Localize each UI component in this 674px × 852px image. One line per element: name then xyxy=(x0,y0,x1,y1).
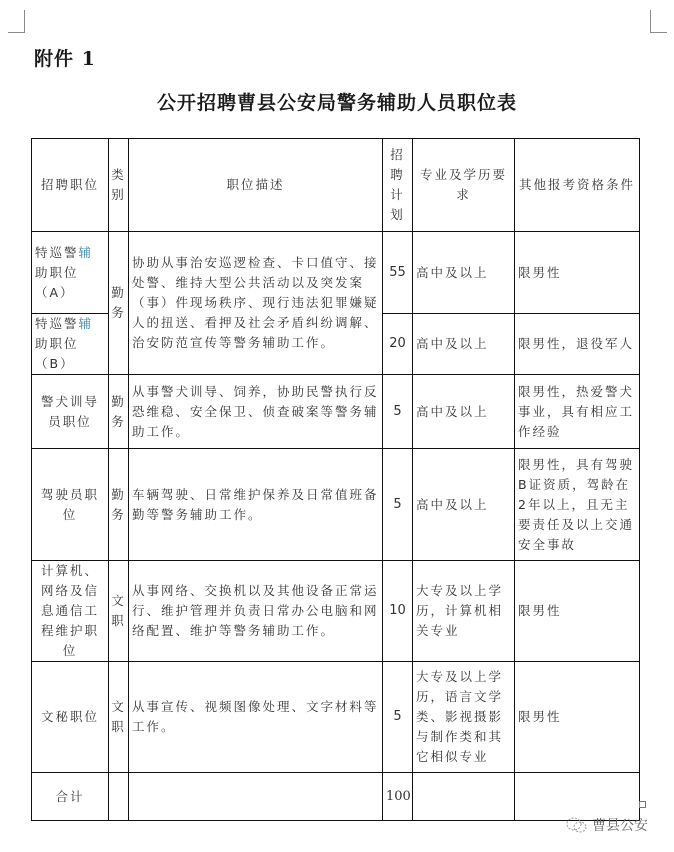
category-cell: 勤务 xyxy=(109,232,129,375)
header-education: 专业及学历要求 xyxy=(413,139,515,232)
position-cell: 计算机、网络及信息通信工程维护职位 xyxy=(32,561,109,662)
page-corner-mark-top-right xyxy=(650,10,667,33)
plan-cell: 10 xyxy=(383,561,413,662)
table-total-row xyxy=(32,773,640,821)
position-text: 特巡警 xyxy=(35,316,79,331)
plan-cell: 5 xyxy=(383,662,413,773)
description-cell: 车辆驾驶、日常维护保养及日常值班备勤等警务辅助工作。 xyxy=(129,449,383,561)
position-highlight-text: 辅 xyxy=(78,316,94,331)
other-cell: 限男性，退役军人 xyxy=(515,314,640,375)
small-square-mark xyxy=(639,801,646,808)
description-cell: 从事宣传、视频图像处理、文字材料等工作。 xyxy=(129,662,383,773)
education-cell: 高中及以上 xyxy=(413,375,515,449)
education-cell: 高中及以上 xyxy=(413,449,515,561)
header-description: 职位描述 xyxy=(129,139,383,232)
position-text: 助职位（B） xyxy=(35,336,79,371)
document-title: 公开招聘曹县公安局警务辅助人员职位表 xyxy=(156,92,517,114)
position-text: 特巡警 xyxy=(35,244,79,260)
total-plan: 100 xyxy=(383,773,413,821)
empty-cell xyxy=(109,773,129,821)
page-corner-mark-top-left xyxy=(8,10,25,33)
category-cell: 勤务 xyxy=(109,449,129,561)
table-row xyxy=(32,375,640,449)
plan-cell: 55 xyxy=(383,232,413,314)
other-cell: 限男性 xyxy=(515,232,640,314)
header-category: 类别 xyxy=(109,139,129,232)
description-cell: 从事警犬训导、饲养，协助民警执行反恐维稳、安全保卫、侦查破案等警务辅助工作。 xyxy=(129,375,383,449)
table-row xyxy=(32,561,640,662)
position-cell: 文秘职位 xyxy=(32,662,109,773)
category-cell: 文职 xyxy=(109,561,129,662)
table-row xyxy=(32,232,640,314)
header-other: 其他报考资格条件 xyxy=(515,139,640,232)
position-text: 助职位（A） xyxy=(35,264,79,300)
watermark-text: 曹县公安 xyxy=(592,818,648,834)
category-cell: 文职 xyxy=(109,662,129,773)
position-cell xyxy=(32,232,109,314)
position-cell xyxy=(32,314,109,375)
other-cell: 限男性，热爱警犬事业，具有相应工作经验 xyxy=(515,375,640,449)
watermark xyxy=(566,815,648,835)
category-cell: 勤务 xyxy=(109,375,129,449)
plan-cell: 20 xyxy=(383,314,413,375)
description-cell: 从事网络、交换机以及其他设备正常运行、维护管理并负责日常办公电脑和网络配置、维护等警务辅助工作。 xyxy=(129,561,383,662)
table-row xyxy=(32,449,640,561)
empty-cell xyxy=(413,773,515,821)
job-positions-table xyxy=(31,138,640,821)
description-cell: 协助从事治安巡逻检查、卡口值守、接处警、维持大型公共活动以及突发案（事）件现场秩序、现行违法犯罪嫌疑人的扭送、看押及社会矛盾纠纷调解、治安防范宣传等警务辅助工作。 xyxy=(129,232,383,375)
empty-cell xyxy=(515,773,640,821)
plan-cell: 5 xyxy=(383,375,413,449)
table-row xyxy=(32,662,640,773)
education-cell: 高中及以上 xyxy=(413,232,515,314)
header-plan: 招聘计划 xyxy=(383,139,413,232)
plan-cell: 5 xyxy=(383,449,413,561)
position-cell: 驾驶员职位 xyxy=(32,449,109,561)
other-cell: 限男性 xyxy=(515,662,640,773)
position-highlight-text: 辅 xyxy=(78,244,94,260)
position-cell: 警犬训导员职位 xyxy=(32,375,109,449)
education-cell: 大专及以上学历，计算机相关专业 xyxy=(413,561,515,662)
total-label: 合计 xyxy=(32,773,109,821)
header-position: 招聘职位 xyxy=(32,139,109,232)
empty-cell xyxy=(129,773,383,821)
wechat-icon xyxy=(566,817,588,833)
other-cell: 限男性 xyxy=(515,561,640,662)
table-header-row xyxy=(32,139,640,232)
education-cell: 高中及以上 xyxy=(413,314,515,375)
other-cell: 限男性，具有驾驶B证资质，驾龄在2年以上，且无主要责任及以上交通安全事故 xyxy=(515,449,640,561)
annex-label: 附件 1 xyxy=(34,48,96,70)
education-cell: 大专及以上学历，语言文学类、影视摄影与制作类和其它相似专业 xyxy=(413,662,515,773)
